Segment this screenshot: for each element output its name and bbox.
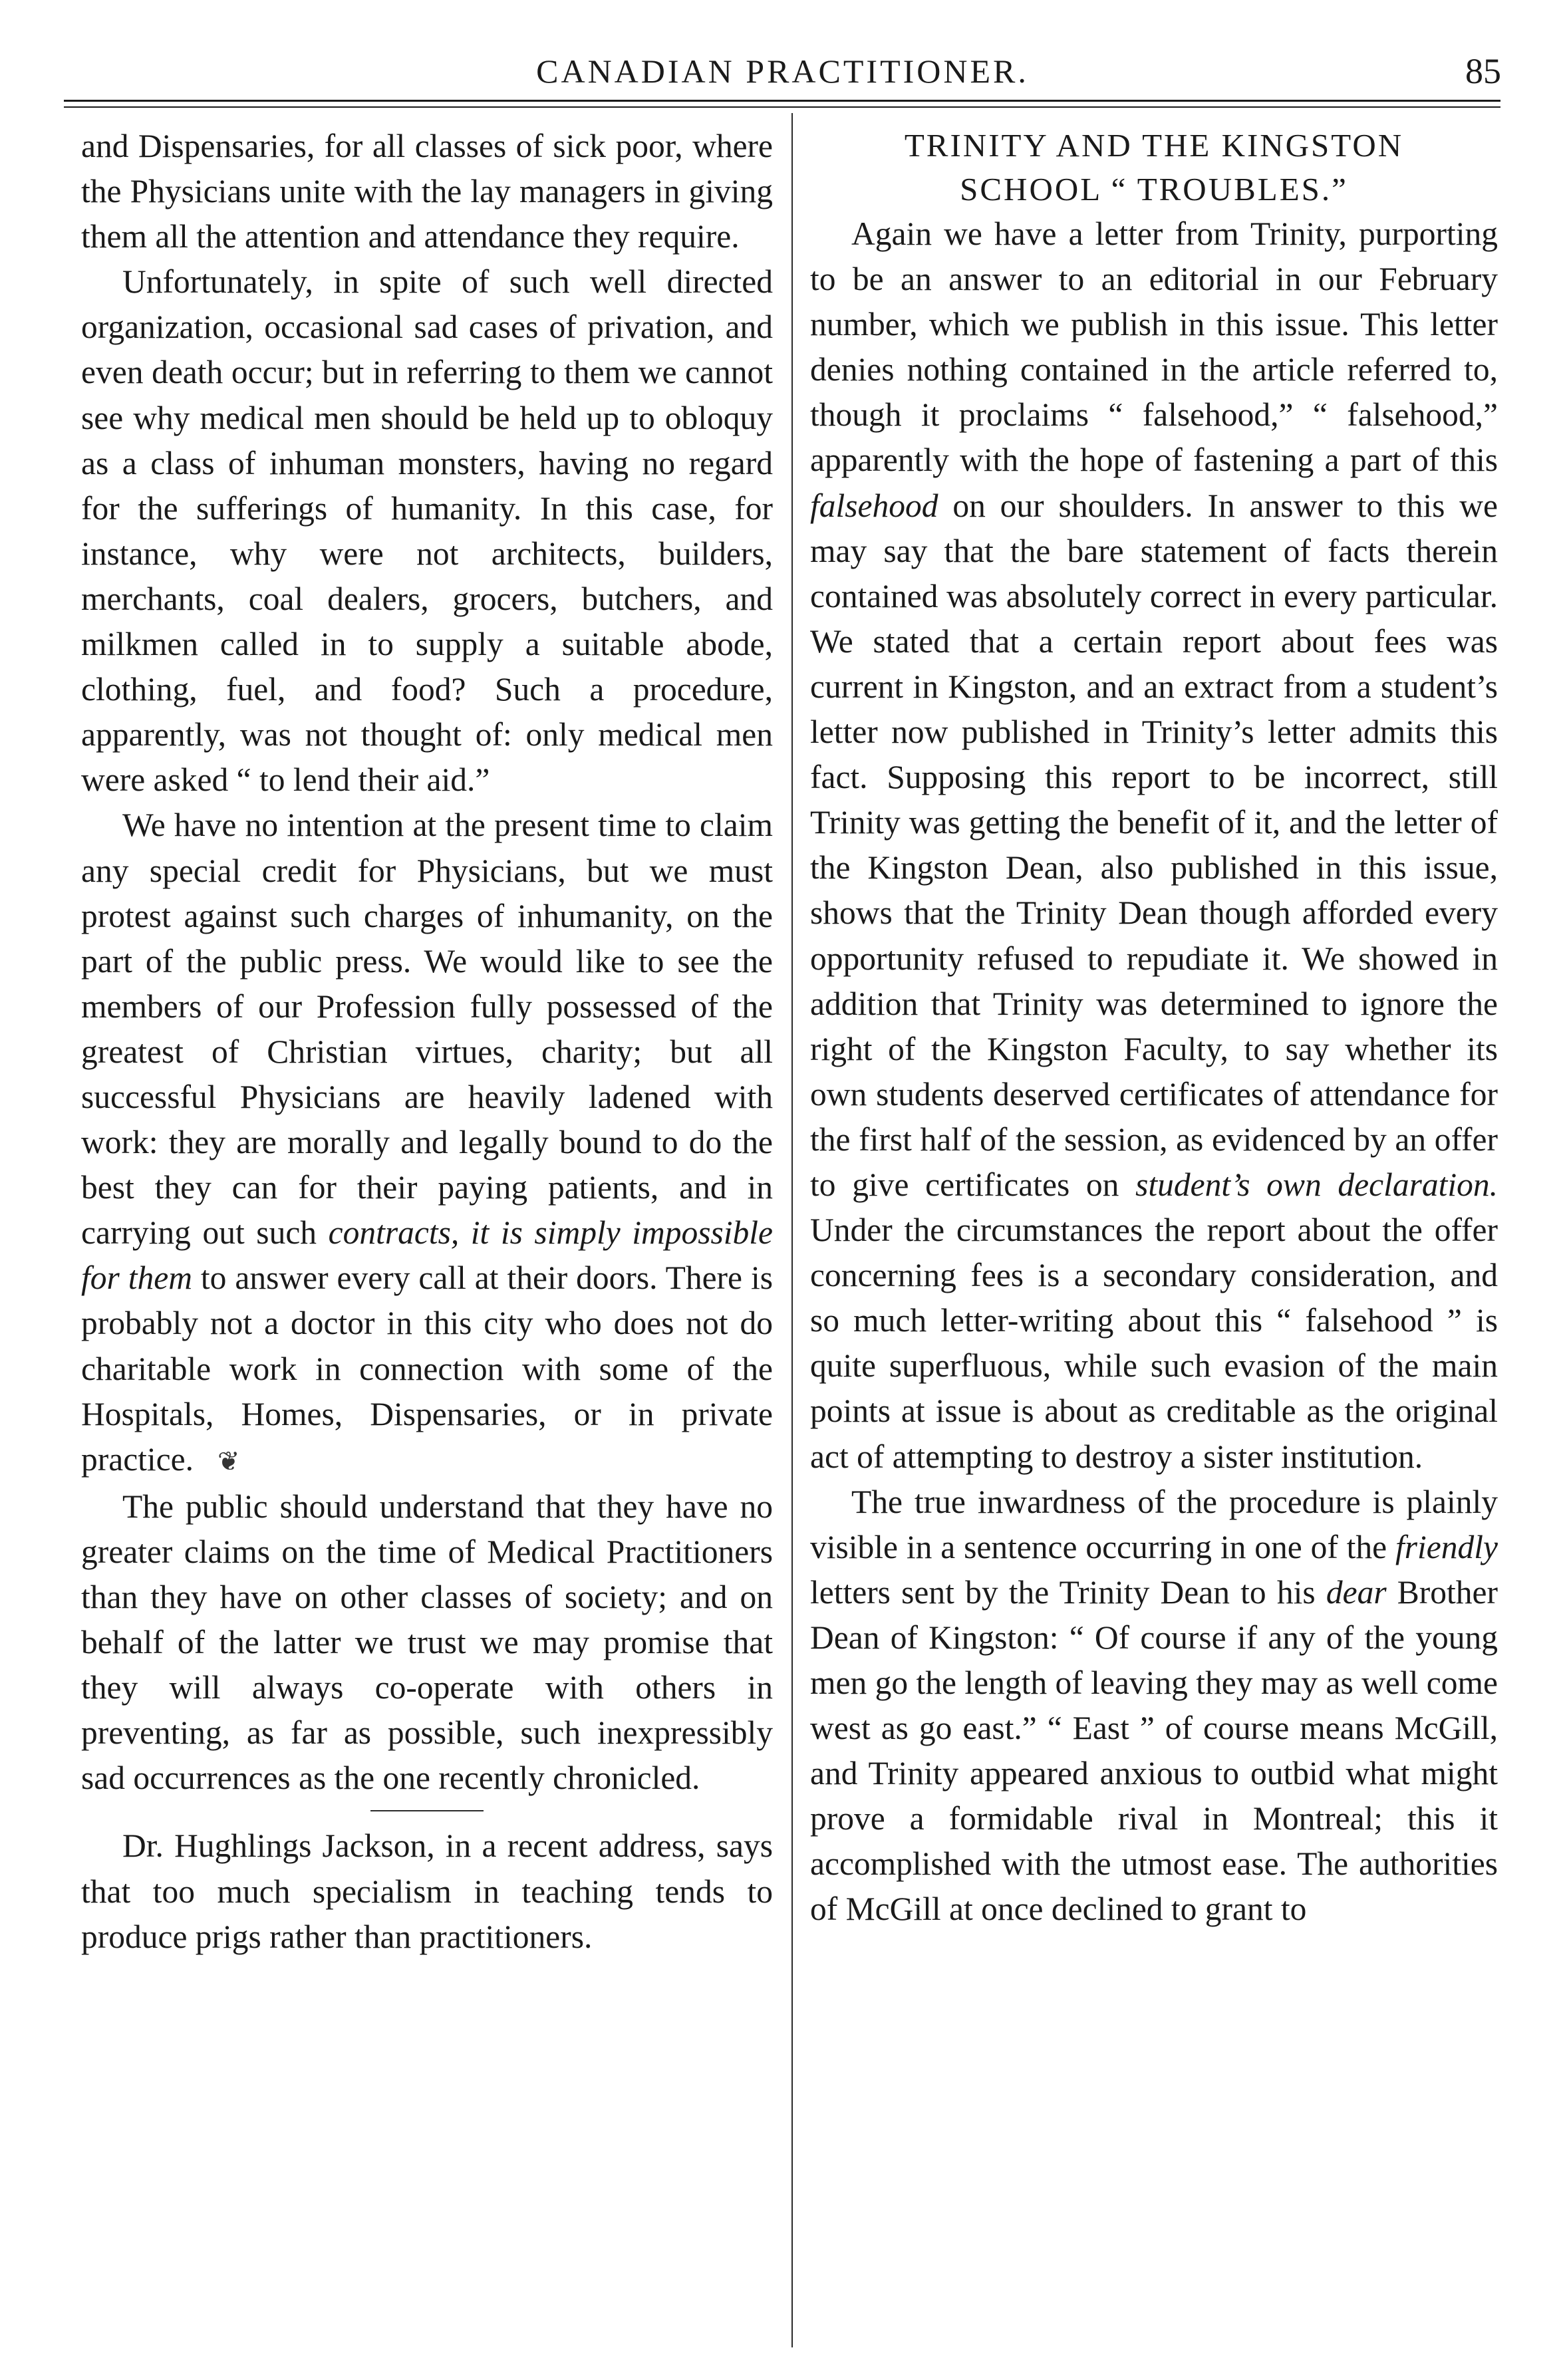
header-rule <box>64 100 1500 102</box>
header-rule-thin <box>64 106 1500 108</box>
section-title: TRINITY AND THE KINGSTON <box>904 127 1404 164</box>
paragraph <box>810 211 1498 1480</box>
right-column <box>810 124 1498 1932</box>
paragraph-text: Under the circumstances the report about the offer concerning fees is a secondary consideration, and so much letter-writing about this “ falsehood ” is quite superfluous, while such evasion of the main points at issue is about as creditable as the original act of attempting to destroy a sister institution. <box>810 1212 1498 1475</box>
italic-text: student’s own declaration. <box>1135 1166 1498 1203</box>
paragraph-text: to answer every call at their doors. There is probably not a doctor in this city who does not do charitable work in connection with some of the Hospitals, Homes, Dispensaries, or in private practice. <box>81 1259 773 1478</box>
paragraph: Unfortunately, in spite of such well directed organization, occasional sad cases of privation, and even death occur; but in referring to them we cannot see why medical men should be held up to obloquy as a class of inhuman monsters, having no regard for the sufferings of humanity. In this case, for instance, why were not architects, builders, merchants, coal dealers, grocers, butchers, and milkmen called in to supply a suitable abode, clothing, fuel, and food? Such a procedure, apparently, was not thought of: only medical men were asked “ to lend their aid.” <box>81 263 773 799</box>
paragraph-text: Brother Dean of Kingston: “ Of course if any of the young men go the length of leaving they may as well come west as go east.” “ East ” of course means McGill, and Trinity appeared anxious to outbid what might prove a formidable rival in Montreal; this it accomplished with the utmost ease. The authorities of McGill at once declined to grant to <box>810 1573 1498 1928</box>
paragraph: The public should understand that they have no greater claims on the time of Medical Practitioners than they have on other classes of society; and on behalf of the latter we trust we may promise that they will always co-operate with others in preventing, as far as possible, such inexpressibly sad occurrences as the one recently chronicled. <box>81 1488 773 1797</box>
paragraph-text: Again we have a letter from Trinity, purporting to be an answer to an editorial in our February number, which we publish in this issue. This letter denies nothing contained in the article referred to, though it proclaims “ falsehood,” “ falsehood,” apparently with the hope of fastening a part of this <box>810 215 1498 479</box>
paragraph <box>810 1480 1498 1932</box>
section-title-line2: SCHOOL “ TROUBLES.” <box>960 171 1348 207</box>
italic-text: friendly <box>1395 1528 1498 1565</box>
italic-text: falsehood <box>810 487 938 524</box>
paragraph-text: letters sent by the Trinity Dean to his <box>810 1573 1326 1611</box>
section-separator <box>370 1810 484 1811</box>
printer-ornament-icon: ❦ <box>217 1446 240 1476</box>
paragraph: Dr. Hughlings Jackson, in a recent address, says that too much specialism in teaching tends to produce prigs rather than practitioners. <box>81 1827 773 1955</box>
journal-title: CANADIAN PRACTITIONER. <box>536 53 1029 90</box>
page-number: 85 <box>1465 51 1501 91</box>
paragraph-text: We have no intention at the present time to claim any special credit for Physicians, but we must protest against such charges of inhumanity, on the part of the public press. We would like to see the members of our Profession fully possessed of the greatest of Christian virtues, charity; but all successful Physicians are heavily ladened with work: they are morally and legally bound to do the best they can for their paying patients, and in carrying out such <box>81 807 773 1252</box>
italic-text: contracts, it is simply impossible for them <box>81 1214 773 1297</box>
running-head <box>0 48 1565 94</box>
left-column <box>81 124 773 1960</box>
paragraph-text: The true inwardness of the procedure is plainly visible in a sentence occurring in one of the <box>810 1483 1498 1565</box>
italic-text: dear <box>1326 1573 1387 1611</box>
paragraph-text: on our shoulders. In answer to this we may say that the bare statement of facts therein contained was absolutely correct in every particular. We stated that a certain report about fees was current in Kingston, and an extract from a student’s letter now published in Trinity’s letter admits this fact. Supposing this report to be incorrect, still Trinity was getting the benefit of it, and the letter of the Kingston Dean, also published in this issue, shows that the Trinity Dean though afforded every opportunity refused to repudiate it. We showed in addition that Trinity was determined to ignore the right of the Kingston Faculty, to say whether its own students deserved certificates of attendance for the first half of the session, as evidenced by an offer to give certificates on <box>810 487 1498 1203</box>
column-divider <box>791 113 793 2347</box>
paragraph <box>81 803 773 1484</box>
paragraph: and Dispensaries, for all classes of sick poor, where the Physicians unite with the lay managers in giving them all the attention and attendance they require. <box>81 128 773 255</box>
